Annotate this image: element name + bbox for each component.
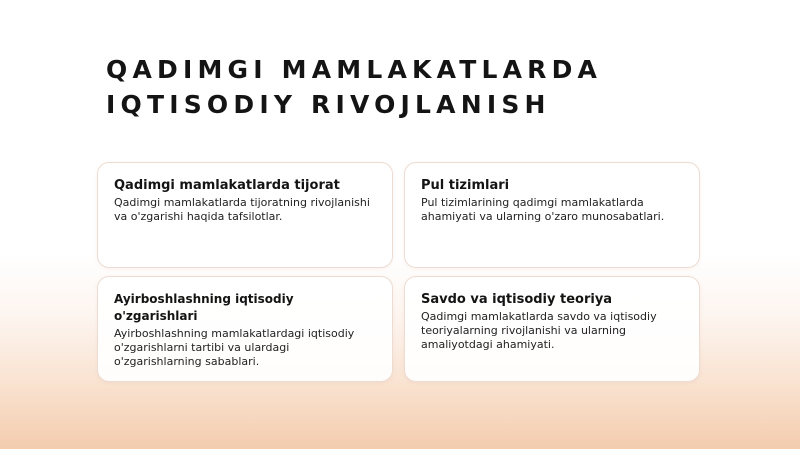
slide-title-line-2: IQTISODIY RIVOJLANISH [106, 90, 551, 119]
card-description: Pul tizimlarining qadimgi mamlakatlarda ahamiyati va ularning o'zaro munosabatlari. [421, 196, 665, 223]
card-trade [97, 162, 393, 268]
card-description: Ayirboshlashning mamlakatlardagi iqtisodiy o'zgarishlarni tartibi va ulardagi o'zgarishlarning sabablari. [114, 327, 355, 368]
slide-title [106, 52, 602, 122]
card-money-systems [404, 162, 700, 268]
card-title: Qadimgi mamlakatlarda tijorat [114, 178, 340, 193]
card-title: Ayirboshlashning iqtisodiy o'zgarishlari [114, 292, 294, 323]
card-title: Pul tizimlari [421, 178, 510, 193]
card-description: Qadimgi mamlakatlarda savdo va iqtisodiy teoriyalarning rivojlanishi va ularning amaliyotdagi ahamiyati. [421, 310, 657, 351]
card-title: Savdo va iqtisodiy teoriya [421, 292, 613, 307]
card-description: Qadimgi mamlakatlarda tijoratning rivojlanishi va o'zgarishi haqida tafsilotlar. [114, 196, 370, 223]
card-trade-theory [404, 276, 700, 382]
slide-title-line-1: QADIMGI MAMLAKATLARDA [106, 55, 603, 84]
card-exchange-changes [97, 276, 393, 382]
